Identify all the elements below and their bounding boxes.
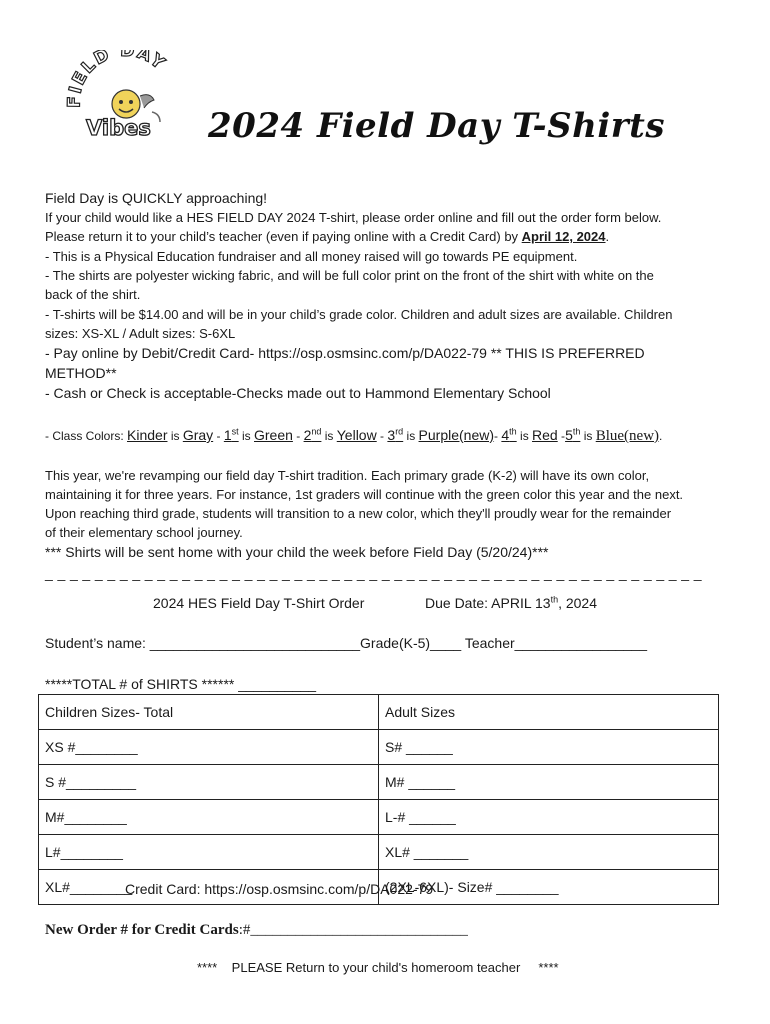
size-xl-field[interactable]: XL#________	[39, 870, 379, 905]
size-s-adult-field[interactable]: S# ______	[379, 730, 719, 765]
bullet-price-1: - T-shirts will be $14.00 and will be in your child’s grade color. Children and adult sizes are available. Children	[45, 307, 673, 322]
colors-prefix: - Class Colors:	[45, 429, 128, 443]
revamp-line-1: This year, we're revamping our field day T-shirt tradition. Each primary grade (K-2) will have its own color,	[45, 468, 650, 483]
table-row	[39, 800, 719, 835]
credit-card-link[interactable]: Credit Card: https://osp.osmsinc.com/p/DA022-79	[125, 881, 434, 897]
new-order-field[interactable]: :#_____________________________	[238, 922, 468, 938]
logo-bottom-text: Vibes	[86, 116, 151, 140]
color-grade-5: 5th	[565, 426, 581, 443]
color-blue: Blue(new)	[595, 428, 660, 444]
new-order-label: New Order # for Credit Cards	[45, 922, 239, 938]
colors-sep: -	[292, 429, 304, 443]
return-text: Please return it to your child’s teacher (even if paying online with a Credit Card) by	[45, 229, 522, 244]
size-xs-field[interactable]: XS #________	[39, 730, 379, 765]
new-order-line[interactable]	[45, 920, 468, 940]
due-date-text: Due Date: APRIL 13	[425, 595, 551, 611]
class-colors-line	[45, 425, 662, 446]
due-date-sup: th	[550, 594, 559, 605]
colors-is: is	[167, 429, 183, 443]
size-m-adult-field[interactable]: M# ______	[379, 765, 719, 800]
colors-is: is	[238, 429, 254, 443]
table-row	[39, 730, 719, 765]
pay-online-2: METHOD**	[45, 365, 117, 381]
color-grade-1: 1st	[223, 426, 239, 443]
colors-is: is	[580, 429, 596, 443]
size-2xl-6xl-field[interactable]: (2XL-6XL)- Size# ________	[379, 870, 719, 905]
colors-sep: -	[376, 429, 388, 443]
total-shirts-line[interactable]: *****TOTAL # of SHIRTS ****** __________	[45, 676, 317, 692]
bullet-price-2: sizes: XS-XL / Adult sizes: S-6XL	[45, 326, 236, 341]
return-date: April 12, 2024	[521, 229, 606, 244]
student-info-line[interactable]: Student’s name: ___________________________Grade(K-5)____ Teacher_________________	[45, 635, 648, 651]
footer-note: **** PLEASE Return to your child's homeroom teacher ****	[197, 960, 559, 975]
size-m-field[interactable]: M#________	[39, 800, 379, 835]
colors-sep: -	[213, 429, 224, 443]
bullet-fabric-2: back of the shirt.	[45, 287, 141, 302]
revamp-line-3: Upon reaching third grade, students will transition to a new color, which they'll proudly wear for the remainder	[45, 506, 672, 521]
colors-is: is	[403, 429, 419, 443]
children-sizes-header: Children Sizes- Total	[39, 695, 379, 730]
color-grade-4: 4th	[501, 426, 517, 443]
size-l-adult-field[interactable]: L-# ______	[379, 800, 719, 835]
bullet-fabric-1: - The shirts are polyester wicking fabric, and will be full color print on the front of the shirt with white on the	[45, 268, 654, 283]
colors-end: .	[659, 429, 663, 443]
color-kinder: Kinder	[127, 427, 168, 443]
table-row	[39, 765, 719, 800]
size-xl-adult-field[interactable]: XL# _______	[379, 835, 719, 870]
color-grade-3: 3rd	[387, 426, 404, 443]
due-date-year: , 2024	[558, 595, 598, 611]
adult-sizes-header: Adult Sizes	[379, 695, 719, 730]
return-period: .	[605, 229, 610, 244]
order-heading: 2024 HES Field Day T-Shirt Order	[153, 595, 365, 611]
sizes-table	[38, 694, 719, 905]
color-gray: Gray	[182, 427, 214, 443]
ship-note: *** Shirts will be sent home with your child the week before Field Day (5/20/24)***	[45, 544, 549, 560]
color-purple: Purple(new)	[418, 427, 495, 443]
field-day-logo	[66, 50, 184, 150]
intro-heading: Field Day is QUICKLY approaching!	[45, 190, 268, 206]
colors-is: is	[321, 429, 337, 443]
colors-sep: -	[494, 429, 502, 443]
color-green: Green	[254, 427, 293, 443]
logo-top-text: FIELD DAY	[66, 50, 170, 109]
intro-line: If your child would like a HES FIELD DAY 2024 T-shirt, please order online and fill out the order form below.	[45, 210, 662, 225]
pay-cash: - Cash or Check is acceptable-Checks made out to Hammond Elementary School	[45, 385, 551, 401]
due-date	[425, 594, 597, 613]
bullet-fundraiser: - This is a Physical Education fundraiser and all money raised will go towards PE equipment.	[45, 249, 578, 264]
return-line	[45, 228, 609, 246]
color-red: Red	[532, 427, 558, 443]
table-row	[39, 695, 719, 730]
color-yellow: Yellow	[336, 427, 377, 443]
page-title: 2024 Field Day T-Shirts	[208, 106, 666, 146]
colors-sep: -	[557, 429, 566, 443]
color-grade-2: 2nd	[303, 426, 322, 443]
size-s-field[interactable]: S #_________	[39, 765, 379, 800]
cut-line: _ _ _ _ _ _ _ _ _ _ _ _ _ _ _ _ _ _ _ _ _ _ _ _ _ _ _ _ _ _ _ _ _ _ _ _ _ _ _ _ _ _ _ _ _ _ _ _ _ _ _ _ _	[45, 565, 702, 581]
table-row	[39, 835, 719, 870]
colors-is: is	[516, 429, 533, 443]
revamp-line-4: of their elementary school journey.	[45, 525, 243, 540]
pay-online-1: - Pay online by Debit/Credit Card- https://osp.osmsinc.com/p/DA022-79 ** THIS IS PREFERRED	[45, 345, 645, 361]
revamp-line-2: maintaining it for three years. For instance, 1st graders will continue with the green color this year and the next.	[45, 487, 684, 502]
size-l-field[interactable]: L#________	[39, 835, 379, 870]
